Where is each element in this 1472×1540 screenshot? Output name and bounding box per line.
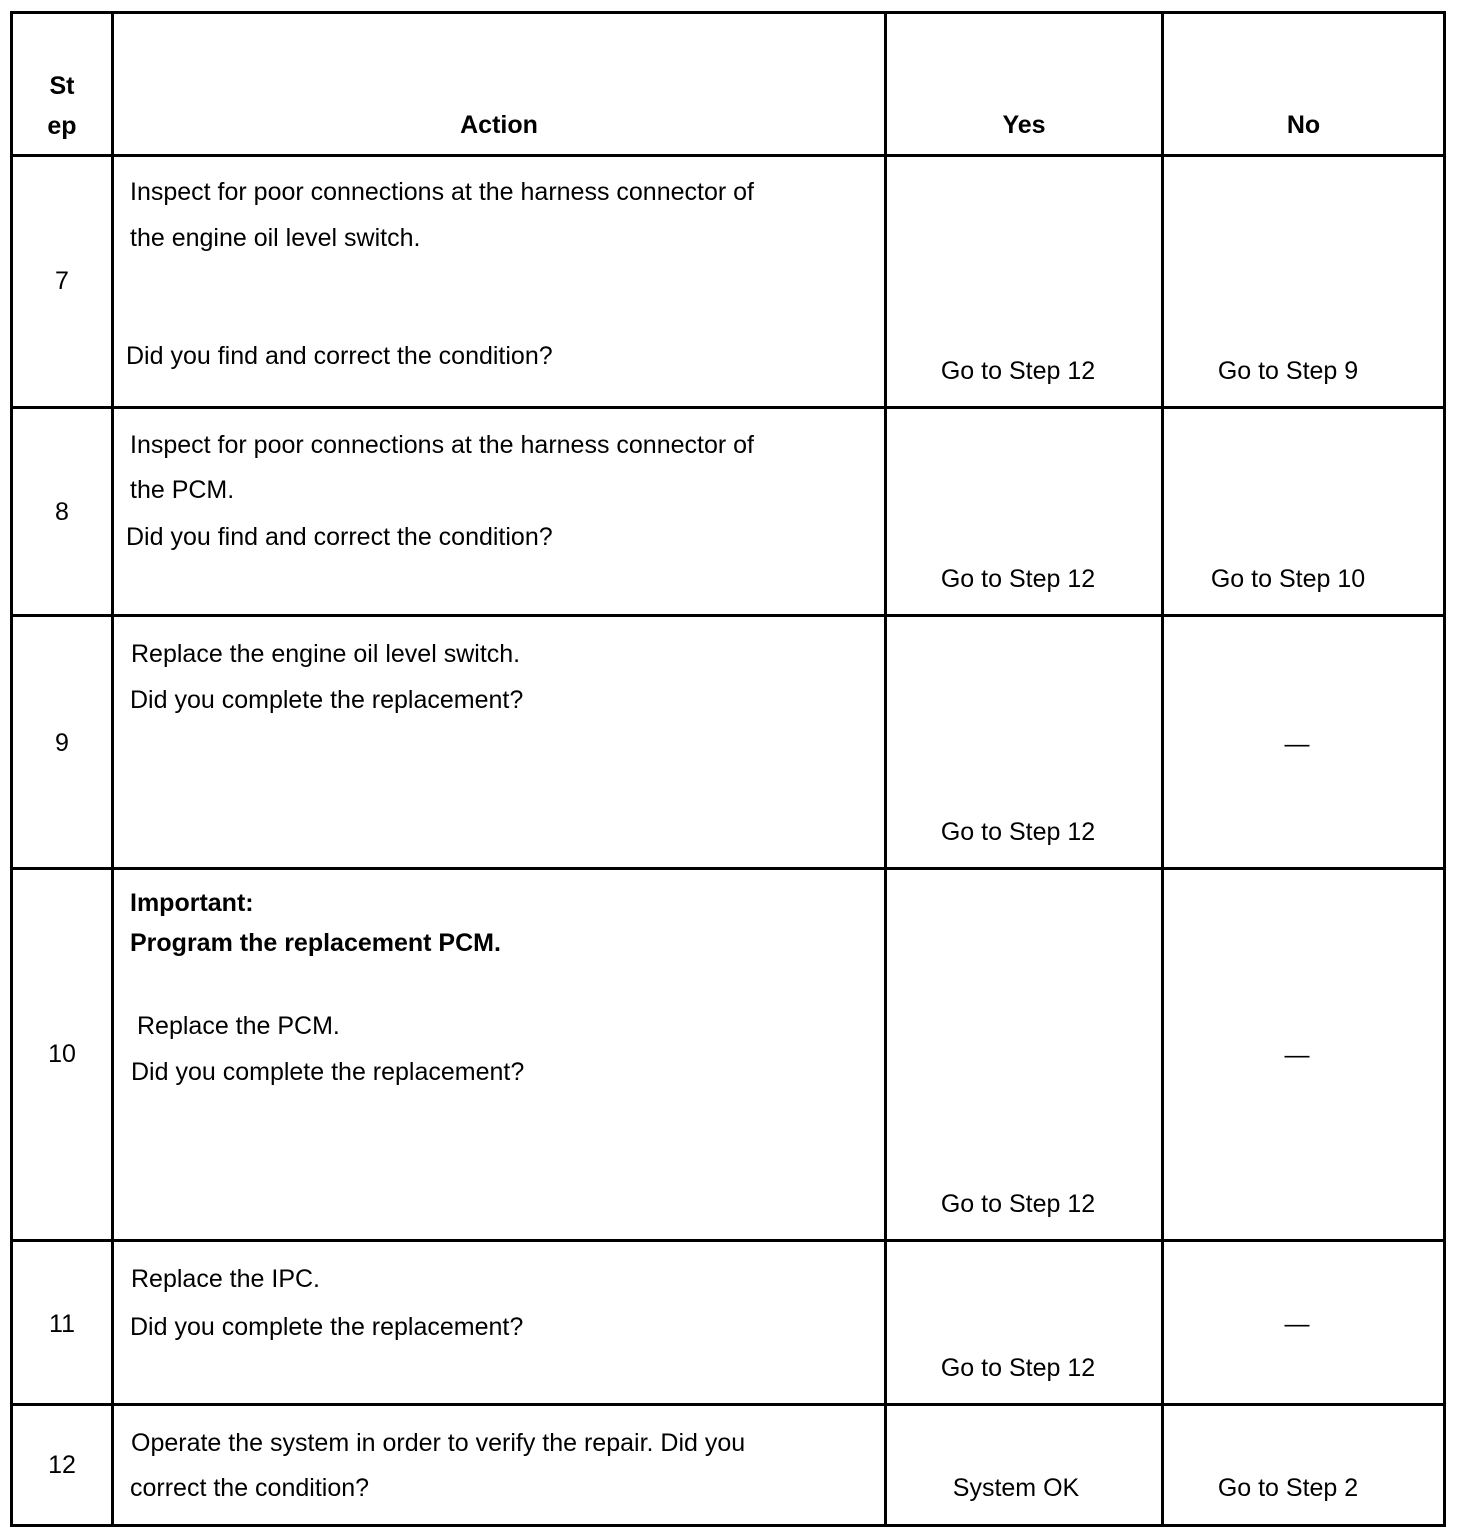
column-divider-step-action: [111, 11, 114, 1527]
header-step: [13, 66, 111, 146]
header-step-line2: ep: [47, 112, 77, 140]
no-10: —: [1284, 1041, 1310, 1069]
step-number-11: 11: [49, 1310, 75, 1338]
header-step-line1: St: [49, 72, 75, 100]
action-11-line1: Replace the IPC.: [131, 1265, 320, 1293]
table-border-bottom: [10, 1524, 1446, 1527]
yes-7: Go to Step 12: [940, 357, 1096, 385]
yes-10: Go to Step 12: [940, 1190, 1096, 1218]
table-border-top: [10, 11, 1446, 14]
no-8: Go to Step 10: [1210, 565, 1366, 593]
row-divider-7: [10, 406, 1446, 409]
column-divider-action-yes: [884, 11, 887, 1527]
table-border-right: [1443, 11, 1446, 1527]
step-number-8: 8: [55, 498, 69, 526]
no-7: Go to Step 9: [1217, 357, 1359, 385]
step-number-9: 9: [55, 729, 69, 757]
action-7-line3: Did you find and correct the condition?: [126, 342, 553, 370]
yes-11: Go to Step 12: [940, 1354, 1096, 1382]
no-9: —: [1284, 730, 1310, 758]
action-10-line1: Replace the PCM.: [137, 1012, 340, 1040]
row-divider-11: [10, 1403, 1446, 1406]
action-12-line2: correct the condition?: [130, 1474, 370, 1502]
header-yes: Yes: [1002, 111, 1046, 139]
column-divider-yes-no: [1161, 11, 1164, 1527]
action-9-line1: Replace the engine oil level switch.: [131, 640, 521, 668]
action-8-line2: the PCM.: [130, 476, 235, 504]
no-12: Go to Step 2: [1217, 1474, 1359, 1502]
header-no: No: [1286, 111, 1321, 139]
action-10-line2: Did you complete the replacement?: [131, 1058, 525, 1086]
row-divider-9: [10, 867, 1446, 870]
step-number-12: 12: [48, 1451, 76, 1479]
step-number-10: 10: [48, 1040, 76, 1068]
yes-12: System OK: [952, 1474, 1080, 1502]
action-7-line1: Inspect for poor connections at the harness connector of: [130, 178, 754, 206]
row-divider-header: [10, 154, 1446, 157]
table-border-left: [10, 11, 13, 1527]
action-8-line1: Inspect for poor connections at the harness connector of: [130, 431, 754, 459]
action-11-line2: Did you complete the replacement?: [130, 1313, 524, 1341]
action-7-line2: the engine oil level switch.: [130, 224, 421, 252]
no-11: —: [1284, 1310, 1310, 1338]
action-9-line2: Did you complete the replacement?: [130, 686, 524, 714]
header-action: Action: [460, 111, 538, 139]
action-12-line1: Operate the system in order to verify the repair. Did you: [131, 1429, 746, 1457]
action-10-important-text: Program the replacement PCM.: [130, 929, 501, 957]
step-number-7: 7: [55, 267, 69, 295]
yes-9: Go to Step 12: [940, 818, 1096, 846]
row-divider-10: [10, 1239, 1446, 1242]
yes-8: Go to Step 12: [940, 565, 1096, 593]
action-8-line3: Did you find and correct the condition?: [126, 523, 553, 551]
row-divider-8: [10, 614, 1446, 617]
action-10-important-label: Important:: [130, 889, 254, 917]
